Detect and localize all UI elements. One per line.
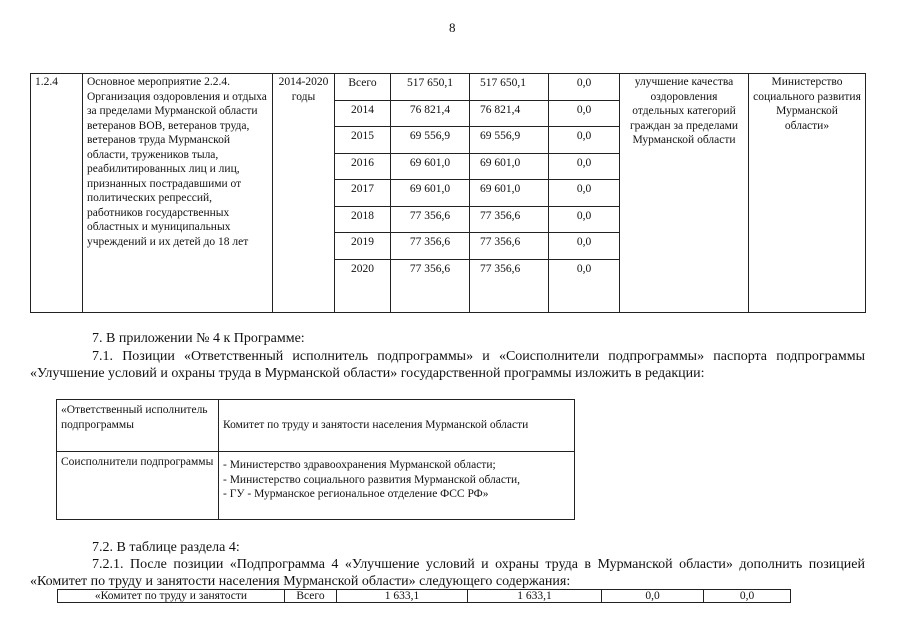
regional-budget-cell: 77 356,6: [470, 260, 549, 313]
responsible-label: «Ответственный исполнитель подпрограммы: [57, 400, 219, 452]
added-row-other: 0,0: [704, 590, 791, 603]
regional-budget-cell: 77 356,6: [470, 233, 549, 260]
measure-table: [30, 73, 866, 313]
added-row-name: «Комитет по труду и занятости: [58, 590, 285, 603]
measure-result: улучшение качества оздоровления отдельных категорий граждан за пределами Мурманской области: [620, 74, 749, 313]
regional-budget-cell: 76 821,4: [470, 100, 549, 127]
coexecutor-item: - ГУ - Мурманское региональное отделение ФСС РФ»: [223, 488, 489, 500]
year-cell: 2019: [335, 233, 391, 260]
regional-budget-cell: 69 601,0: [470, 180, 549, 207]
other-budget-cell: 0,0: [549, 127, 620, 154]
measure-executor: Министерство социального развития Мурманской области»: [749, 74, 866, 313]
year-cell: 2016: [335, 153, 391, 180]
section-7-2-heading: 7.2. В таблице раздела 4:: [92, 540, 240, 555]
added-row-federal: 0,0: [602, 590, 704, 603]
section-7-2-1-text: 7.2.1. После позиции «Подпрограмма 4 «Улучшение условий и охраны труда в Мурманской области» дополнить позицией «Комитет по труду и занятости населения Мурманской области» следующего содержания:: [30, 557, 865, 589]
year-cell: Всего: [335, 74, 391, 101]
other-budget-cell: 0,0: [549, 153, 620, 180]
section-7-1-text: 7.1. Позиции «Ответственный исполнитель подпрограммы» и «Соисполнители подпрограммы» паспорта подпрограммы «Улучшение условий и охраны труда в Мурманской области» государственной программы изложить в редакции:: [30, 349, 865, 381]
total-value-cell: 517 650,1: [391, 74, 470, 101]
added-row-table: [57, 589, 791, 603]
other-budget-cell: 0,0: [549, 100, 620, 127]
year-cell: 2018: [335, 206, 391, 233]
year-cell: 2017: [335, 180, 391, 207]
other-budget-cell: 0,0: [549, 206, 620, 233]
total-value-cell: 77 356,6: [391, 233, 470, 260]
regional-budget-cell: 77 356,6: [470, 206, 549, 233]
regional-budget-cell: 69 556,9: [470, 127, 549, 154]
responsible-value: Комитет по труду и занятости населения Мурманской области: [219, 400, 575, 452]
measure-description: Основное мероприятие 2.2.4. Организация оздоровления и отдыха за пределами Мурманской области ветеранов ВОВ, ветеранов труда, ветеранов труда Мурманской области, тружеников тыла, реабилитированных лиц и лиц, признанных пострадавшими от политических репрессий, работников государственных областных и муниципальных учреждений и их детей до 18 лет: [83, 74, 273, 313]
other-budget-cell: 0,0: [549, 233, 620, 260]
total-value-cell: 77 356,6: [391, 260, 470, 313]
other-budget-cell: 0,0: [549, 180, 620, 207]
regional-budget-cell: 69 601,0: [470, 153, 549, 180]
coexecutor-item: - Министерство социального развития Мурманской области,: [223, 473, 521, 486]
measure-period: 2014-2020 годы: [273, 74, 335, 313]
year-cell: 2015: [335, 127, 391, 154]
measure-number: 1.2.4: [31, 74, 83, 313]
regional-budget-cell: 517 650,1: [470, 74, 549, 101]
coexecutors-list: [219, 452, 575, 520]
coexecutor-item: - Министерство здравоохранения Мурманской области;: [223, 459, 496, 471]
other-budget-cell: 0,0: [549, 260, 620, 313]
added-row-label: Всего: [285, 590, 337, 603]
total-value-cell: 69 601,0: [391, 180, 470, 207]
page-number: 8: [449, 20, 456, 35]
year-cell: 2014: [335, 100, 391, 127]
total-value-cell: 69 556,9: [391, 127, 470, 154]
other-budget-cell: 0,0: [549, 74, 620, 101]
coexecutors-label: Соисполнители подпрограммы: [57, 452, 219, 520]
responsible-table: [56, 399, 575, 520]
year-cell: 2020: [335, 260, 391, 313]
section-7-heading: 7. В приложении № 4 к Программе:: [92, 331, 305, 346]
added-row-regional: 1 633,1: [468, 590, 602, 603]
total-value-cell: 69 601,0: [391, 153, 470, 180]
total-value-cell: 76 821,4: [391, 100, 470, 127]
added-row-total: 1 633,1: [337, 590, 468, 603]
total-value-cell: 77 356,6: [391, 206, 470, 233]
